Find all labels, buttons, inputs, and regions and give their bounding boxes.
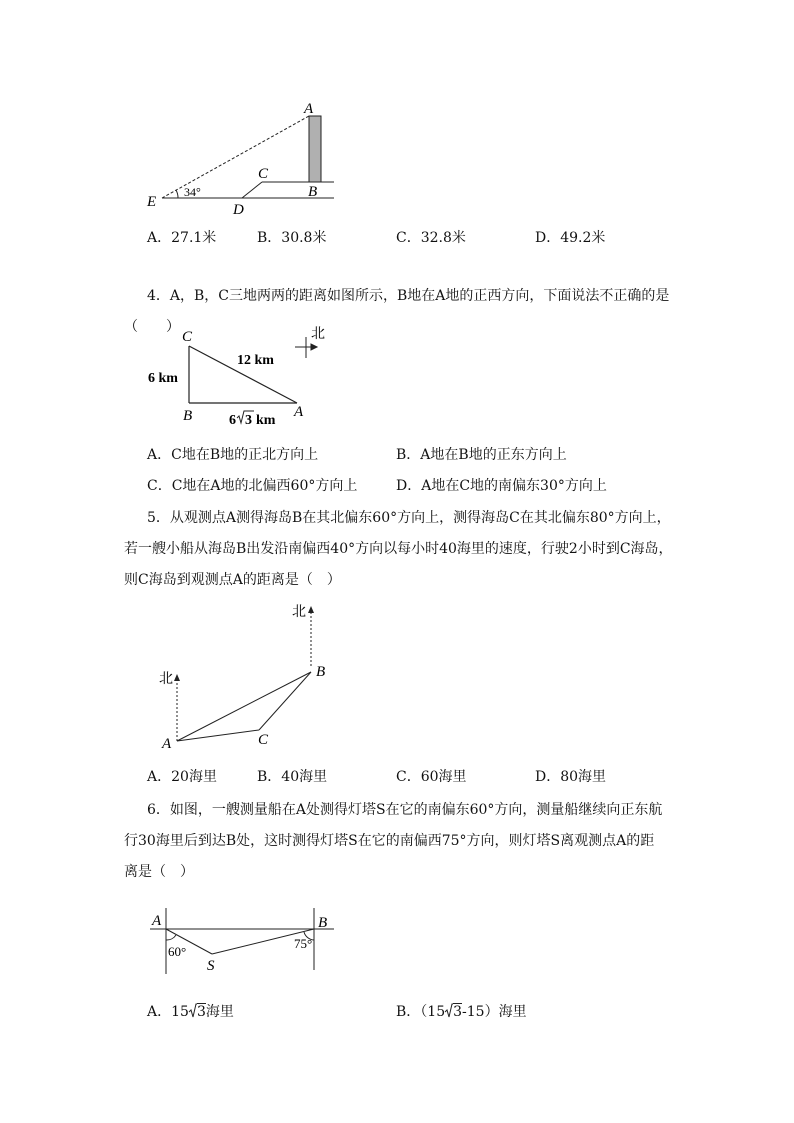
angle-arc-a	[166, 935, 176, 940]
label-a: A	[152, 913, 162, 929]
label-a: A	[304, 101, 314, 117]
label-b: B	[308, 184, 318, 200]
label-c: C	[182, 329, 193, 345]
q4-option-c-letter: C．	[147, 478, 172, 494]
q6-option-a-unit: 海里	[205, 1004, 234, 1020]
north-label-b: 北	[292, 605, 306, 620]
dist-ba-rad: 3	[245, 413, 252, 428]
q4-option-b-letter: B．	[396, 447, 421, 463]
label-s: S	[207, 958, 215, 974]
q6-option-a-coef: 15	[171, 1004, 189, 1020]
q5-option-c-text: 60海里	[420, 769, 467, 785]
q4-option-c-text: C地在A地的北偏西60°方向上	[171, 478, 358, 494]
q4-option-a-letter: A．	[147, 447, 172, 463]
q6-stem-line3: 离是（ ）	[124, 864, 194, 880]
angle-a-label: 60°	[168, 944, 187, 959]
q5-option-c-letter: C．	[396, 769, 421, 785]
q3-option-b-text: 30.8米	[281, 230, 327, 246]
q3-option-a-text: 27.1米	[171, 230, 217, 246]
q3-option-a-letter: A．	[147, 230, 172, 246]
q4-option-a-text: C地在B地的正北方向上	[171, 447, 319, 463]
q5-option-b-letter: B．	[257, 769, 282, 785]
label-a: A	[294, 404, 304, 420]
q5-option-d-letter: D．	[535, 769, 561, 785]
dist-ca: 12 km	[237, 353, 274, 368]
q6-option-b-rad: 3	[453, 1004, 463, 1020]
q5-option-a-text: 20海里	[171, 769, 217, 785]
q6-option-b[interactable]	[396, 1002, 527, 1022]
label-a: A	[162, 736, 172, 752]
q6-stem-line1: 6．如图，一艘测量船在A处测得灯塔S在它的南偏东60°方向，测量船继续向正东航	[147, 802, 663, 818]
q3-option-b-letter: B．	[257, 230, 282, 246]
q4-option-d-text: A地在C地的南偏东30°方向上	[421, 478, 607, 494]
angle-b-label: 75°	[294, 936, 313, 951]
label-c: C	[258, 166, 269, 182]
q3-option-c-text: 32.8米	[420, 230, 466, 246]
q3-option-c-letter: C．	[396, 230, 421, 246]
sqrt-sign-icon	[445, 1002, 453, 1018]
q6-option-a-rad: 3	[196, 1004, 206, 1020]
q5-option-d-text: 80海里	[560, 769, 607, 785]
label-d: D	[233, 202, 244, 218]
sqrt-sign-icon	[189, 1002, 197, 1018]
dist-cb: 6 km	[148, 371, 178, 386]
q6-option-a[interactable]	[147, 1002, 234, 1022]
north-label: 北	[311, 327, 325, 342]
q5-option-a-letter: A．	[147, 769, 172, 785]
q4-stem-line1: 4．A，B，C三地两两的距离如图所示，B地在A地的正西方向，下面说法不正确的是	[147, 288, 670, 304]
q5-stem-line3: 则C海岛到观测点A的距离是（ ）	[124, 572, 341, 588]
q4-option-b-text: A地在B地的正东方向上	[420, 447, 567, 463]
label-e: E	[147, 194, 157, 210]
q3-option-d-text: 49.2米	[560, 230, 606, 246]
label-b: B	[183, 408, 193, 424]
q6-option-b-letter: B．	[396, 1004, 421, 1020]
q6-option-b-post: -15）海里	[462, 1004, 527, 1020]
q6-option-a-letter: A．	[147, 1004, 172, 1020]
q5-stem-line1: 5．从观测点A测得海岛B在其北偏东60°方向上，测得海岛C在其北偏东80°方向上，	[147, 510, 671, 526]
dist-ba-unit: km	[256, 413, 276, 428]
angle-label: 34°	[184, 185, 201, 199]
label-c: C	[258, 732, 269, 748]
q5-stem-line2: 若一艘小船从海岛B出发沿南偏西40°方向以每小时40海里的速度，行驶2小时到C海岛，	[124, 541, 673, 557]
north-label-a: 北	[159, 672, 173, 687]
q4-stem-line2: （ ）	[124, 319, 180, 335]
q3-option-d-letter: D．	[535, 230, 561, 246]
q4-option-d-letter: D．	[396, 478, 422, 494]
q6-option-b-pre: （15	[420, 1004, 446, 1020]
label-b: B	[316, 664, 326, 680]
label-b: B	[318, 915, 328, 931]
q6-stem-line2: 行30海里后到达B处，这时测得灯塔S在它的南偏西75°方向，则灯塔S离观测点A的距	[124, 833, 655, 849]
dist-ba-coef: 6	[229, 413, 236, 428]
q5-option-b-text: 40海里	[281, 769, 328, 785]
